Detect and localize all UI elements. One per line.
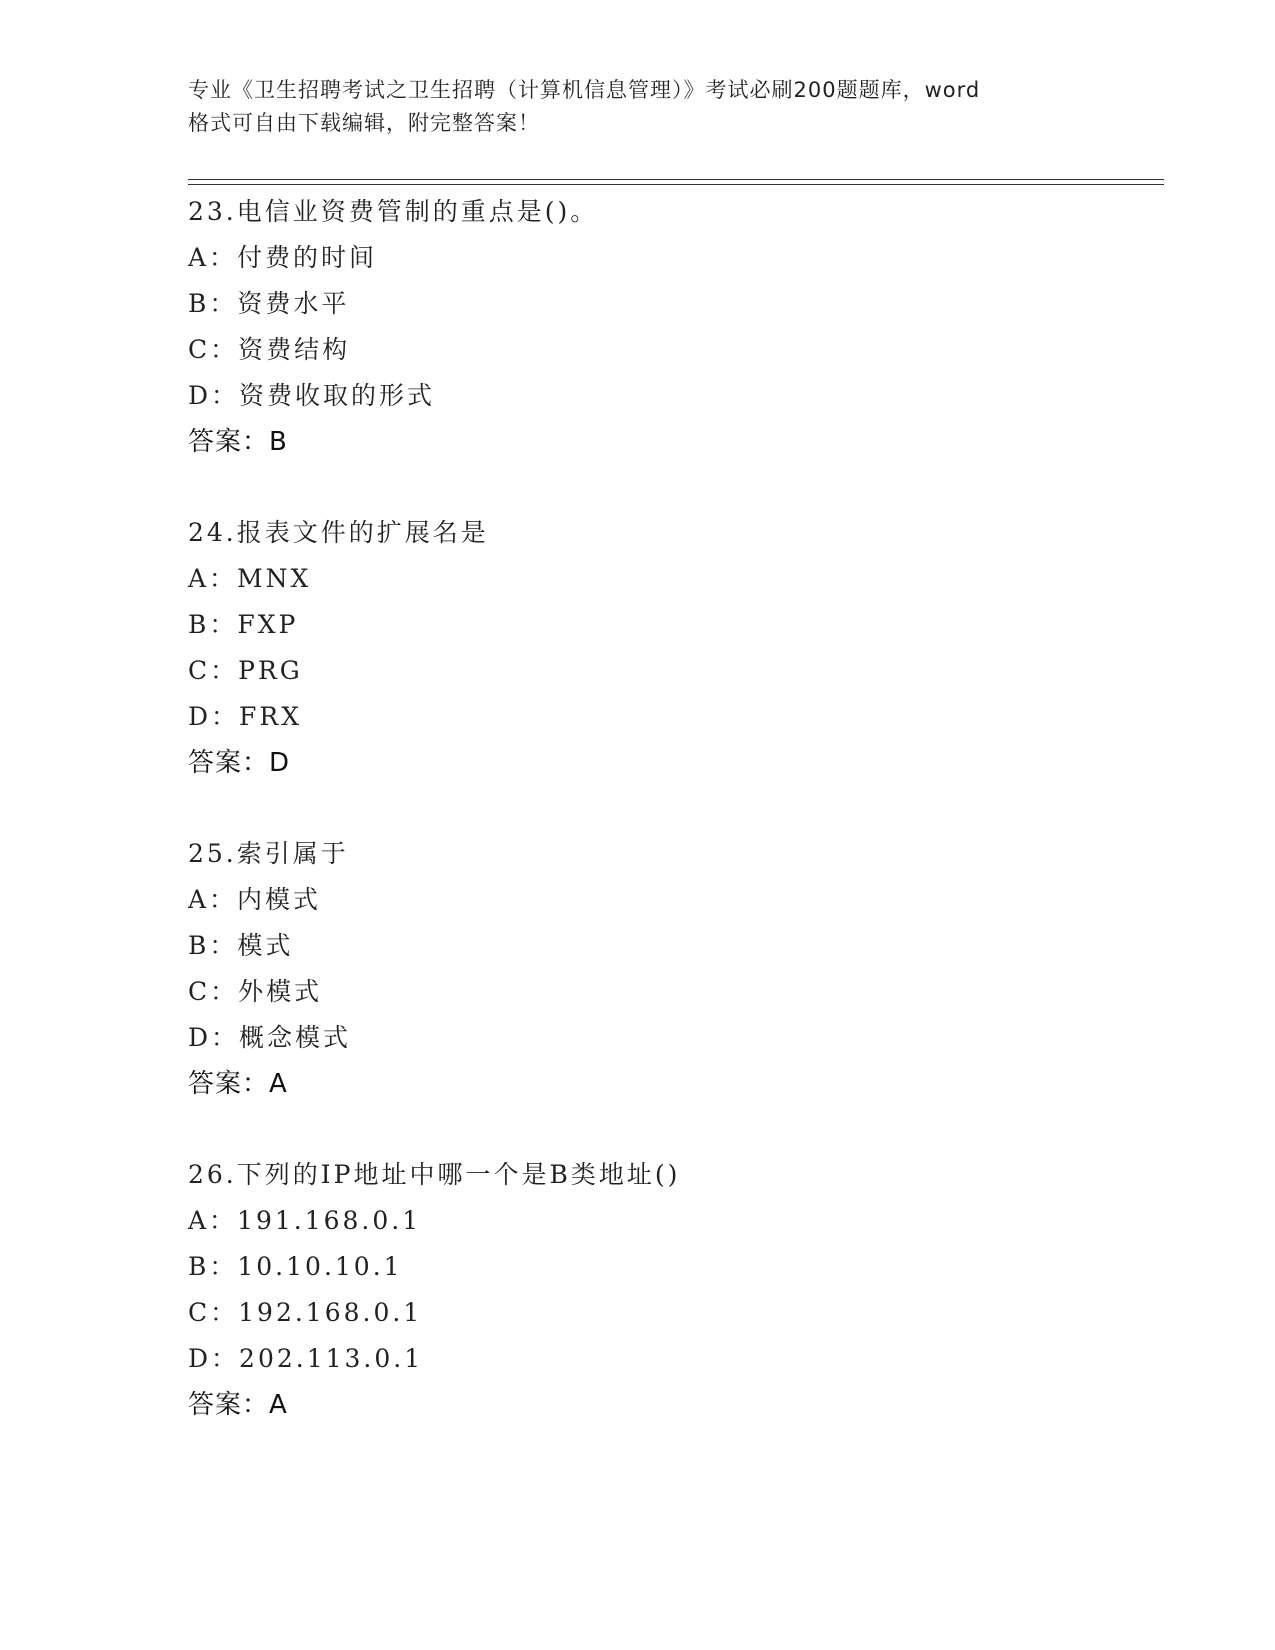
question-24 <box>188 510 1148 786</box>
option-a: A：付费的时间 <box>188 243 378 272</box>
question-stem: 23.电信业资费管制的重点是()。 <box>188 197 599 226</box>
option-a: A：内模式 <box>188 885 322 914</box>
answer-label: 答案：D <box>188 748 291 778</box>
option-a: A：191.168.0.1 <box>188 1206 422 1235</box>
option-a: A：MNX <box>188 564 312 593</box>
option-d: D：FRX <box>188 702 303 731</box>
option-d: D：概念模式 <box>188 1023 352 1052</box>
question-23 <box>188 189 1148 465</box>
question-25 <box>188 831 1148 1107</box>
option-c: C：192.168.0.1 <box>188 1298 423 1327</box>
option-b: B：模式 <box>188 931 294 960</box>
answer-label: 答案：A <box>188 1069 288 1099</box>
question-stem: 26.下列的IP地址中哪一个是B类地址() <box>188 1160 681 1189</box>
header-divider-bottom <box>188 184 1164 185</box>
option-c: C：PRG <box>188 656 303 685</box>
question-stem: 24.报表文件的扩展名是 <box>188 518 489 547</box>
answer-label: 答案：B <box>188 427 288 457</box>
header-line-2: 格式可自由下载编辑，附完整答案！ <box>188 111 540 135</box>
header-line-1: 专业《卫生招聘考试之卫生招聘（计算机信息管理）》考试必刷200题题库，word <box>188 78 981 102</box>
document-header <box>188 74 1118 140</box>
header-divider-top <box>188 179 1164 180</box>
answer-label: 答案：A <box>188 1390 288 1420</box>
option-c: C：外模式 <box>188 977 323 1006</box>
question-stem: 25.索引属于 <box>188 839 349 868</box>
option-c: C：资费结构 <box>188 335 351 364</box>
option-d: D：资费收取的形式 <box>188 381 436 410</box>
option-b: B：FXP <box>188 610 299 639</box>
option-b: B：资费水平 <box>188 289 350 318</box>
option-d: D：202.113.0.1 <box>188 1344 424 1373</box>
question-26 <box>188 1152 1148 1428</box>
option-b: B：10.10.10.1 <box>188 1252 403 1281</box>
